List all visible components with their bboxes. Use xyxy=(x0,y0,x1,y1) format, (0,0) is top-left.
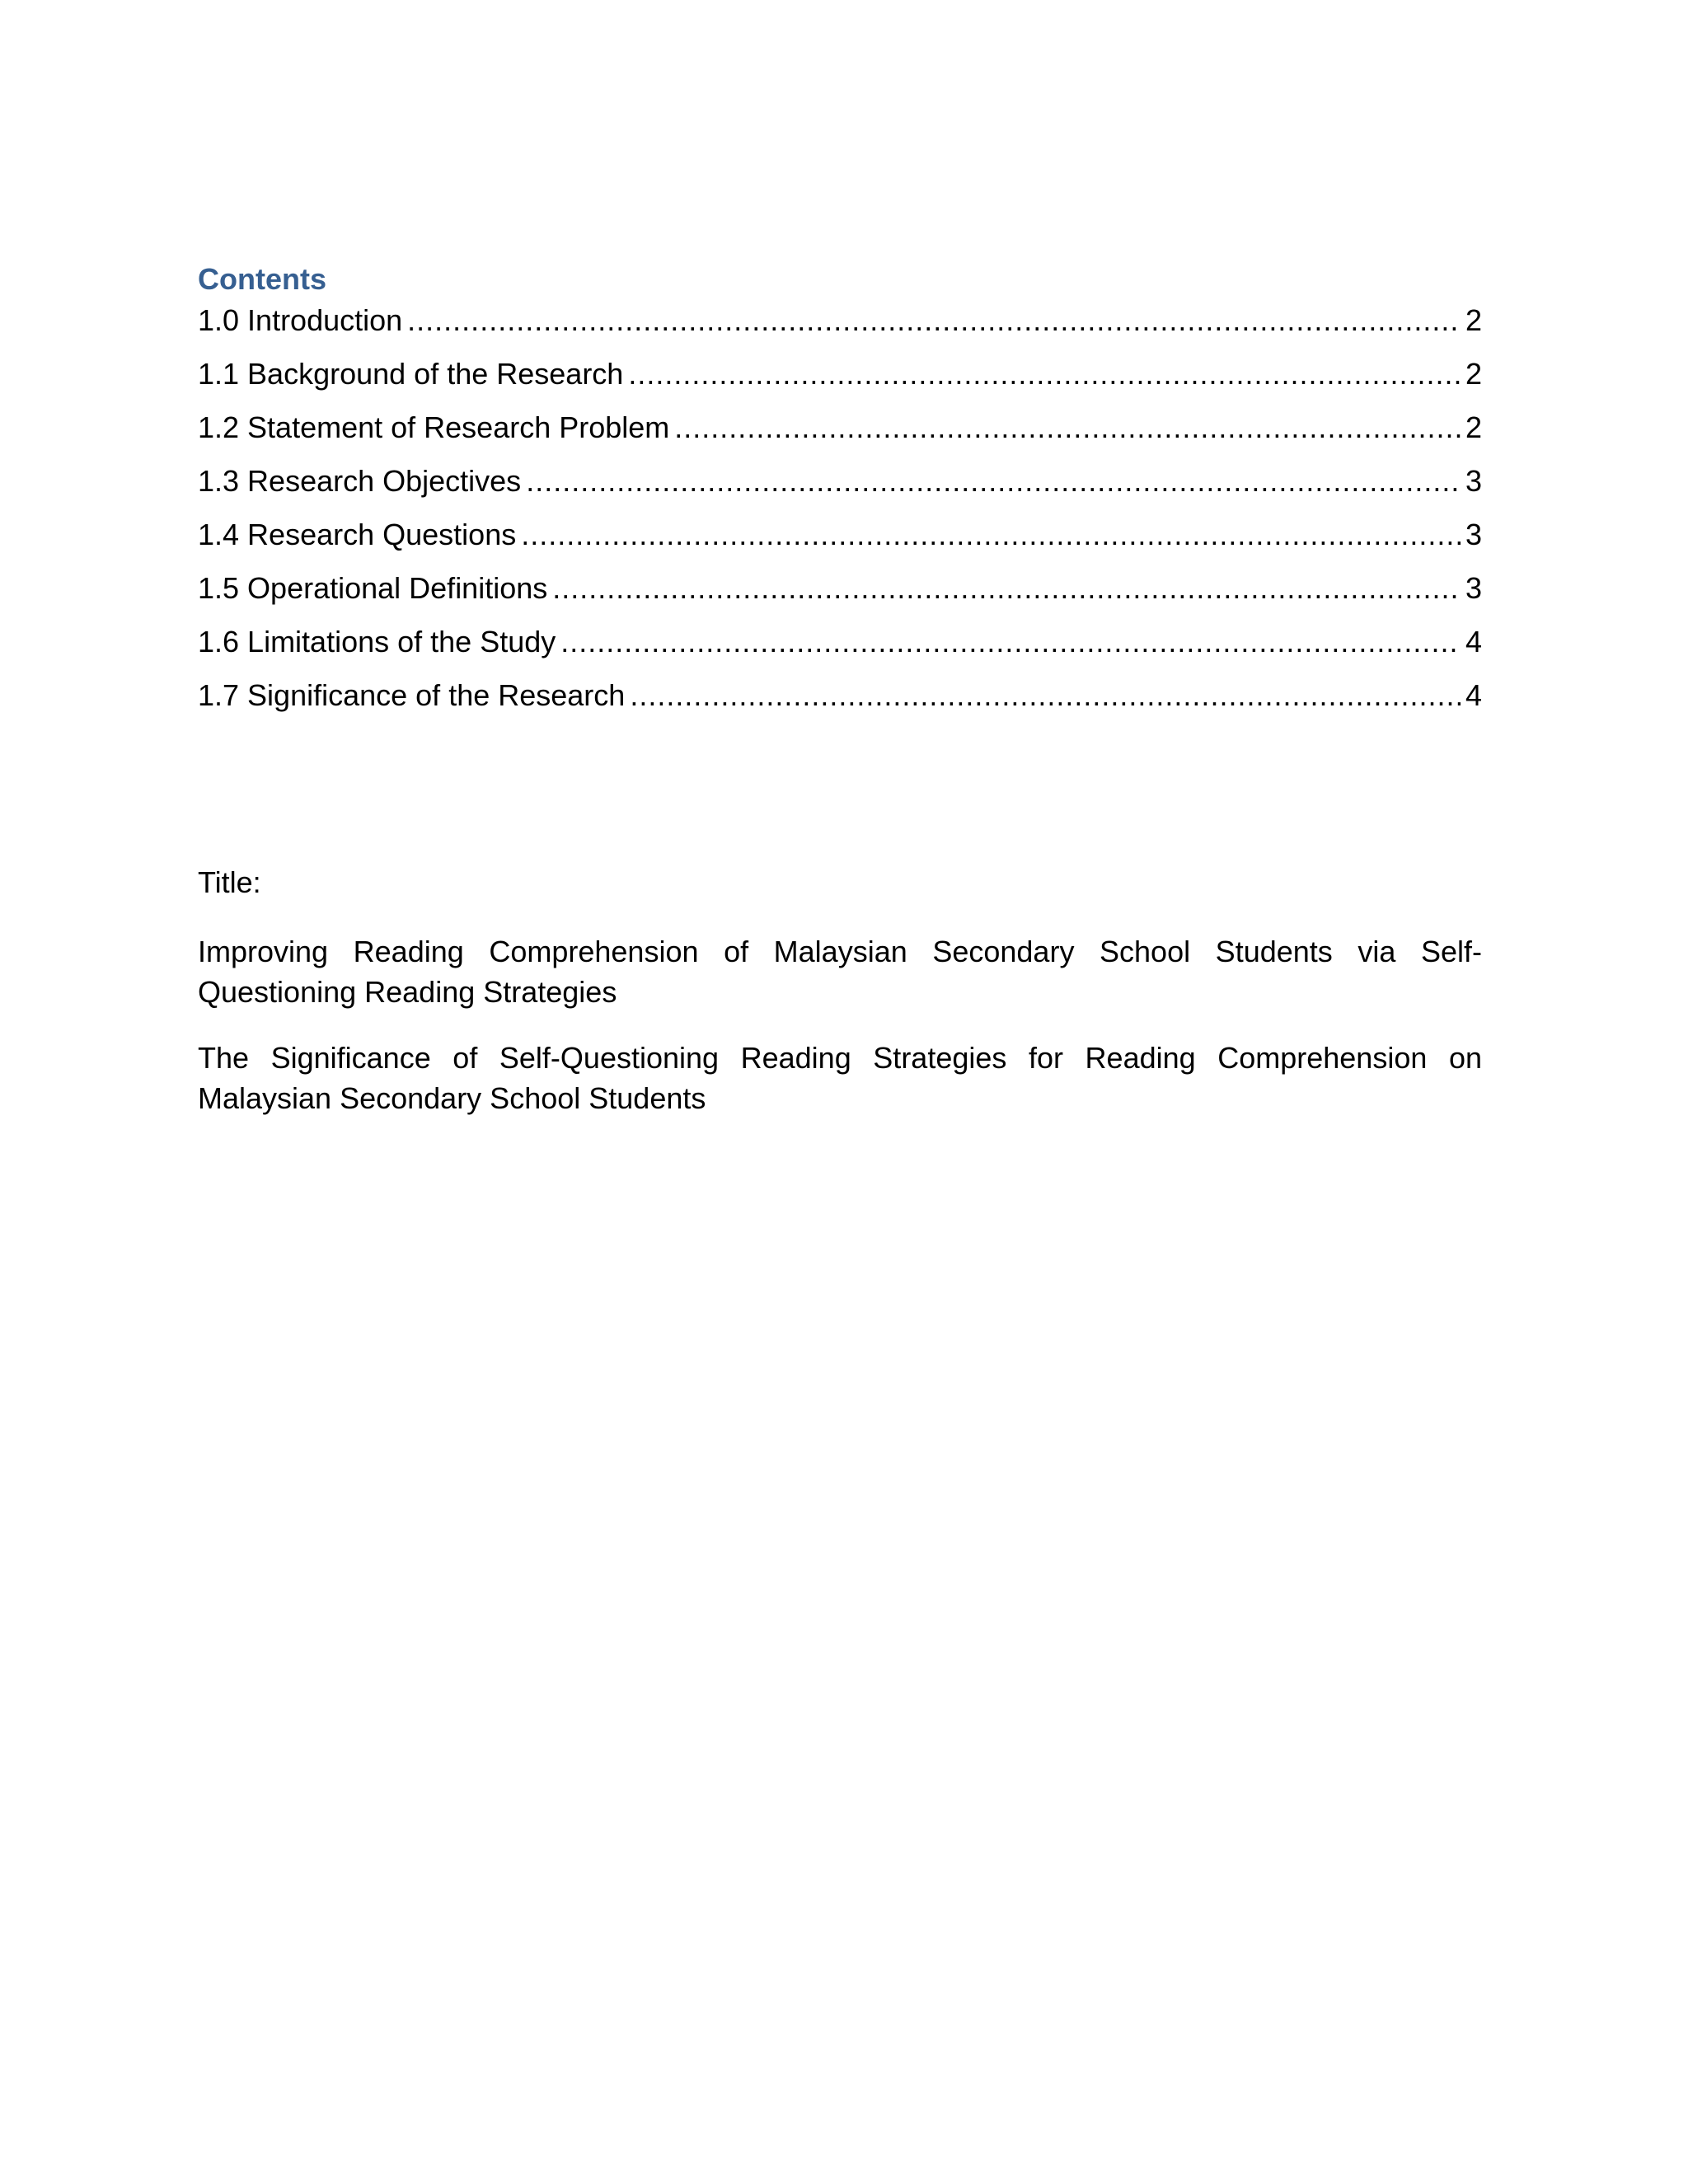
toc-dot-leader xyxy=(628,352,1461,396)
toc-entry-label: 1.2 Statement of Research Problem xyxy=(198,410,670,444)
toc-entry-label: 1.4 Research Questions xyxy=(198,518,517,551)
toc-entry-page: 2 xyxy=(1465,410,1482,444)
toc-entry-questions[interactable] xyxy=(198,513,1482,566)
toc-dot-leader xyxy=(630,673,1461,718)
toc-entry-label: 1.0 Introduction xyxy=(198,303,403,337)
toc-entry-page: 3 xyxy=(1465,571,1482,605)
toc-entry-label: 1.3 Research Objectives xyxy=(198,464,522,498)
toc-dot-leader xyxy=(407,298,1461,343)
toc-entry-definitions[interactable] xyxy=(198,566,1482,620)
toc-entry-limitations[interactable] xyxy=(198,620,1482,673)
toc-entry-objectives[interactable] xyxy=(198,459,1482,513)
toc-entry-page: 4 xyxy=(1465,678,1482,712)
proposed-title-1: Improving Reading Comprehension of Malaysian Secondary School Students via Self-Questioning Reading Strategies xyxy=(198,935,1482,1009)
toc-entry-label: 1.6 Limitations of the Study xyxy=(198,625,556,658)
toc-entry-introduction[interactable] xyxy=(198,298,1482,352)
title-label: Title: xyxy=(198,865,261,899)
toc-dot-leader xyxy=(560,620,1461,664)
toc-entry-label: 1.7 Significance of the Research xyxy=(198,678,626,712)
toc-entry-page: 4 xyxy=(1465,625,1482,658)
toc-dot-leader xyxy=(521,513,1461,557)
toc-entry-page: 2 xyxy=(1465,357,1482,391)
toc-dot-leader xyxy=(552,566,1461,611)
toc-heading: Contents xyxy=(198,262,326,296)
proposed-title-2: The Significance of Self-Questioning Reading Strategies for Reading Comprehension on Malaysian Secondary School Students xyxy=(198,1041,1482,1115)
toc-dot-leader xyxy=(674,405,1461,450)
toc-entry-label: 1.5 Operational Definitions xyxy=(198,571,548,605)
toc-entry-page: 2 xyxy=(1465,303,1482,337)
toc-entry-page: 3 xyxy=(1465,464,1482,498)
toc-dot-leader xyxy=(526,459,1461,504)
toc-entry-problem-statement[interactable] xyxy=(198,405,1482,459)
toc-entry-label: 1.1 Background of the Research xyxy=(198,357,624,391)
table-of-contents xyxy=(198,298,1482,727)
toc-entry-background[interactable] xyxy=(198,352,1482,405)
toc-entry-page: 3 xyxy=(1465,518,1482,551)
toc-entry-significance[interactable] xyxy=(198,673,1482,727)
